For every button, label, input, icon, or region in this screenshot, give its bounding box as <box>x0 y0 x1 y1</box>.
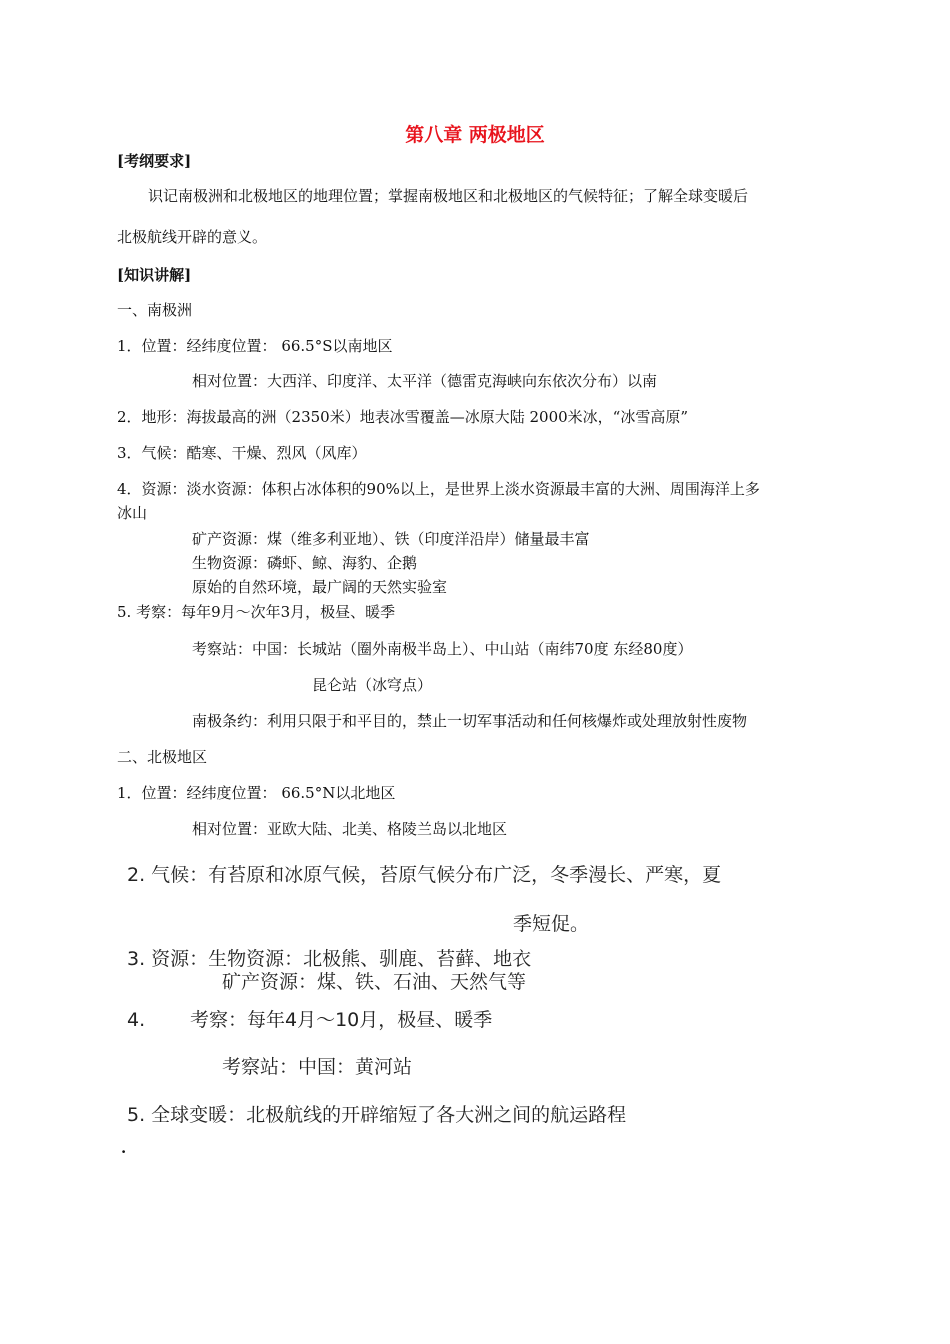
arctic-survey-number: 4. <box>127 1009 146 1031</box>
antarctica-stations-cont: 昆仑站（冰穹点） <box>312 676 433 694</box>
arctic-location: 1．位置：经纬度位置： 66.5°N以北地区 <box>117 784 396 802</box>
arctic-climate-cont: 季短促。 <box>513 913 590 935</box>
exam-requirements-text-cont: 北极航线开辟的意义。 <box>117 228 268 246</box>
arctic-relative-location: 相对位置：亚欧大陆、北美、格陵兰岛以北地区 <box>192 820 508 838</box>
arctic-survey: 考察：每年4月～10月，极昼、暖季 <box>190 1009 493 1031</box>
antarctica-stations: 考察站：中国：长城站（圈外南极半岛上）、中山站（南纬70度 东经80度） <box>192 640 693 658</box>
antarctica-survey: 5. 考察：每年9月～次年3月，极昼、暖季 <box>117 603 396 621</box>
arctic-mineral-resources: 矿产资源：煤、铁、石油、天然气等 <box>222 971 527 993</box>
antarctica-climate: 3．气候：酷寒、干燥、烈风（风库） <box>117 444 367 462</box>
antarctica-mineral-resources: 矿产资源：煤（维多利亚地）、铁（印度洋沿岸）储量最丰富 <box>192 530 590 548</box>
exam-requirements-text: 识记南极洲和北极地区的地理位置；掌握南极地区和北极地区的气候特征；了解全球变暖后 <box>148 187 749 205</box>
antarctica-environment: 原始的自然环境，最广阔的天然实验室 <box>192 578 448 596</box>
page-title: 第八章 两极地区 <box>405 124 545 146</box>
antarctic-treaty: 南极条约：利用只限于和平目的，禁止一切军事活动和任何核爆炸或处理放射性废物 <box>192 712 748 730</box>
antarctica-bio-resources: 生物资源：磷虾、鲸、海豹、企鹅 <box>192 554 418 572</box>
exam-requirements-header: [考纲要求] <box>117 152 192 170</box>
arctic-bio-resources: 3. 资源：生物资源：北极熊、驯鹿、苔藓、地衣 <box>127 948 532 970</box>
global-warming: 5. 全球变暖：北极航线的开辟缩短了各大洲之间的航运路程 <box>127 1104 627 1126</box>
antarctica-terrain: 2．地形：海拔最高的洲（2350米）地表冰雪覆盖—冰原大陆 2000米冰，“冰雪高原” <box>117 408 688 426</box>
trailing-dot: . <box>121 1139 127 1157</box>
antarctica-resources: 4．资源：淡水资源：体积占冰体积的90%以上，是世界上淡水资源最丰富的大洲、周围海洋上多 <box>117 480 760 498</box>
antarctica-heading: 一、南极洲 <box>117 301 193 319</box>
arctic-heading: 二、北极地区 <box>117 748 208 766</box>
arctic-station: 考察站：中国：黄河站 <box>222 1056 413 1078</box>
antarctica-relative-location: 相对位置：大西洋、印度洋、太平洋（德雷克海峡向东依次分布）以南 <box>192 372 658 390</box>
arctic-climate: 2. 气候：有苔原和冰原气候，苔原气候分布广泛，冬季漫长、严寒，夏 <box>127 864 722 886</box>
antarctica-location: 1．位置：经纬度位置： 66.5°S以南地区 <box>117 337 393 355</box>
antarctica-resources-cont: 冰山 <box>117 504 148 522</box>
knowledge-header: [知识讲解] <box>117 266 192 284</box>
